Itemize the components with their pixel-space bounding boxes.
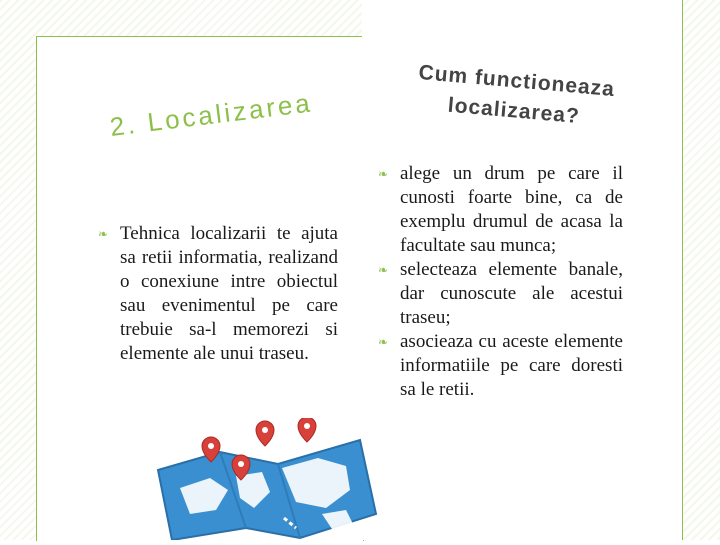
leaf-bullet-icon: ❧ bbox=[378, 167, 389, 181]
map-pin-icon bbox=[298, 418, 316, 442]
right-bullet-item bbox=[378, 330, 623, 402]
leaf-bullet-icon: ❧ bbox=[98, 227, 109, 241]
right-item-2: selecteaza elemente banale, dar cunoscute ale acestui traseu; bbox=[400, 259, 623, 328]
leaf-bullet-icon: ❧ bbox=[378, 263, 389, 277]
map-illustration bbox=[150, 418, 380, 540]
map-pin-dot bbox=[304, 423, 310, 429]
map-pin-icon bbox=[256, 421, 274, 446]
left-title: 2. Localizarea bbox=[108, 87, 315, 143]
map-pin-dot bbox=[208, 443, 214, 449]
right-item-3: asocieaza cu aceste elemente informatiile pe care doresti sa le retii. bbox=[400, 331, 623, 400]
right-bullet-item bbox=[378, 162, 623, 258]
right-item-1: alege un drum pe care il cunosti foarte bine, ca de exemplu drumul de acasa la facultate sau munca; bbox=[400, 163, 623, 256]
left-bullet-item bbox=[98, 222, 338, 366]
right-body bbox=[378, 162, 623, 402]
right-border-line bbox=[682, 0, 683, 540]
map-pin-dot bbox=[262, 427, 268, 433]
left-body bbox=[98, 222, 338, 366]
right-title-line-2: localizarea? bbox=[446, 93, 581, 129]
leaf-bullet-icon: ❧ bbox=[378, 335, 389, 349]
map-pin-dot bbox=[238, 461, 244, 467]
right-title-line-1: Cum functioneaza bbox=[417, 60, 616, 102]
left-paragraph: Tehnica localizarii te ajuta sa retii informatia, realizand o conexiune intre obiectul sau evenimentul pe care trebuie sa-l memorezi si elemente ale unui traseu. bbox=[120, 223, 338, 364]
map-with-pins-icon bbox=[150, 418, 380, 540]
right-bullet-item bbox=[378, 258, 623, 330]
